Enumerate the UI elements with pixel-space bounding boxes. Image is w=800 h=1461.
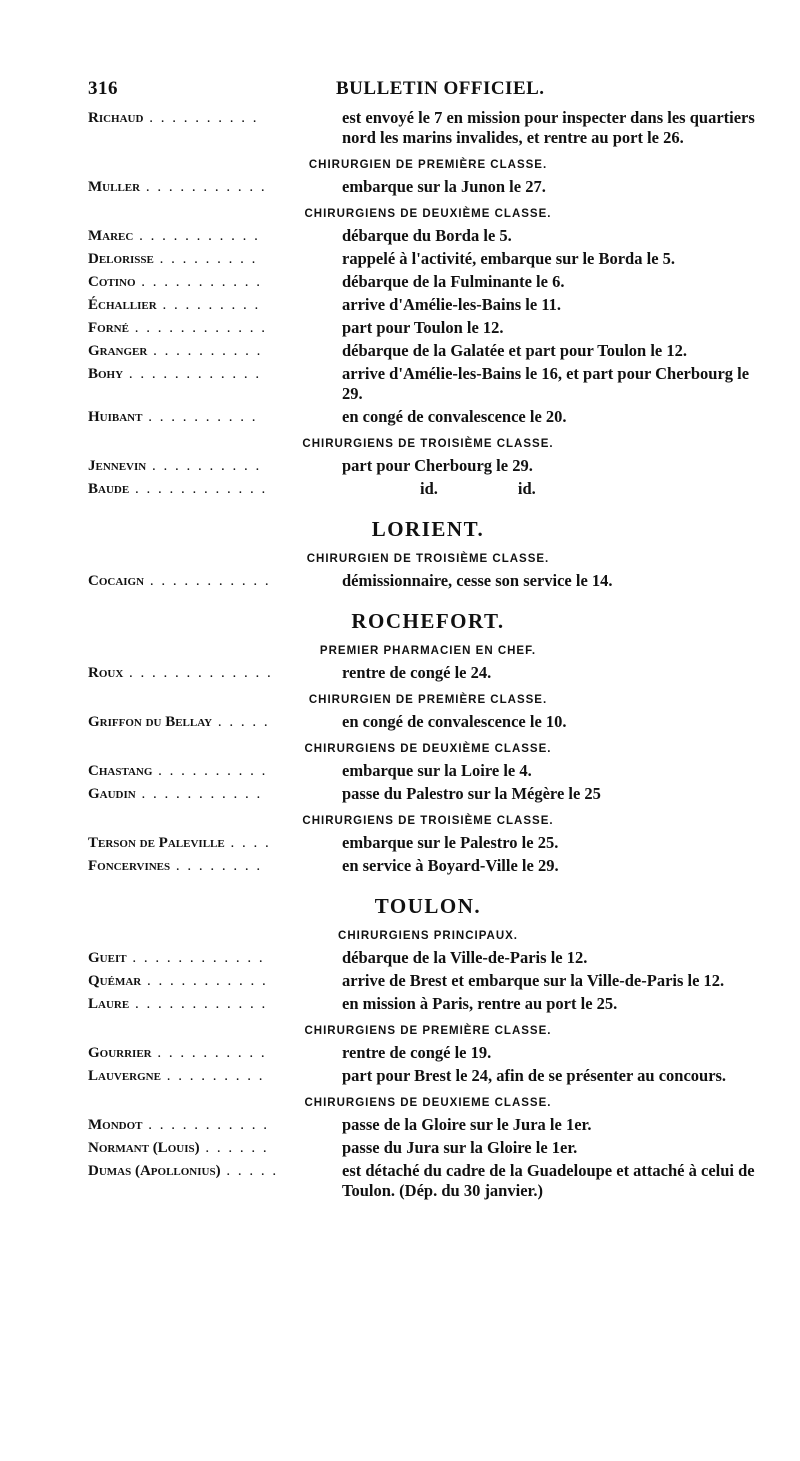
ditto-mark: id. [420,479,438,498]
entry-chastang: Chastang . . . . . . . . . . embarque sur la Loire le 4. [88,761,768,781]
entry-detail: en congé de convalescence le 10. [342,712,567,731]
entry-name: Granger [88,343,148,359]
entry-name: Normant (Louis) [88,1140,200,1156]
entry-bohy: Bohy . . . . . . . . . . . . arrive d'Amélie-les-Bains le 16, et part pour Cherbourg le 29. [88,364,768,404]
document-page [88,74,768,1204]
entry-detail: part pour Toulon le 12. [342,318,504,337]
entry-griffon-du-bellay: Griffon du Bellay . . . . . en congé de convalescence le 10. [88,712,768,732]
entry-detail: arrive de Brest et embarque sur la Ville-de-Paris le 12. [342,971,725,990]
entry-detail: rentre de congé le 24. [342,663,492,682]
rank-heading: CHIRURGIENS DE DEUXIÈME CLASSE. [304,743,552,755]
entry-name: Bohy [88,366,124,382]
entry-name: Cocaign [88,573,145,589]
entry-name: Forné [88,320,129,336]
entry-detail: débarque de la Ville-de-Paris le 12. [342,948,588,967]
entry-name: Baude [88,481,130,497]
entry-detail: arrive d'Amélie-les-Bains le 16, et part pour Cherbourg le 29. [342,364,750,403]
entry-gueit: Gueit . . . . . . . . . . . . débarque de la Ville-de-Paris le 12. [88,948,768,968]
entry-laure: Laure . . . . . . . . . . . . en mission à Paris, rentre au port le 25. [88,994,768,1014]
entry-cocaign: Cocaign . . . . . . . . . . . démissionnaire, cesse son service le 14. [88,571,768,591]
entry-name: Dumas (Apollonius) [88,1163,221,1179]
entry-name: Gaudin [88,786,136,802]
entry-name: Gueit [88,950,127,966]
entry-name: Delorisse [88,251,154,267]
entry-name: Roux [88,665,124,681]
rank-heading: CHIRURGIENS DE PREMIÈRE CLASSE. [304,1025,552,1037]
entry-cotino: Cotino . . . . . . . . . . . débarque de la Fulminante le 6. [88,272,768,292]
entry-detail: est détaché du cadre de la Guadeloupe et attaché à celui de Toulon. (Dép. du 30 janvier.) [342,1161,755,1200]
rank-heading: CHIRURGIEN DE TROISIÈME CLASSE. [306,553,550,565]
entry-muller: Muller . . . . . . . . . . . embarque sur la Junon le 27. [88,177,768,197]
entry-gaudin: Gaudin . . . . . . . . . . . passe du Palestro sur la Mégère le 25 [88,784,768,804]
entry-name: Cotino [88,274,136,290]
entry-name: Quémar [88,973,142,989]
rank-heading: CHIRURGIENS PRINCIPAUX. [338,930,518,942]
rank-heading: CHIRURGIENS DE DEUXIÈME CLASSE. [304,208,552,220]
entry-detail: embarque sur le Palestro le 25. [342,833,559,852]
entry-name: Marec [88,228,134,244]
entry-detail: débarque de la Galatée et part pour Toulon le 12. [342,341,688,360]
entry-echallier: Échallier . . . . . . . . . arrive d'Amélie-les-Bains le 11. [88,295,768,315]
rank-heading: CHIRURGIENS DE TROISIÈME CLASSE. [302,438,554,450]
entry-detail: en mission à Paris, rentre au port le 25. [342,994,618,1013]
entry-foncervines: Foncervines . . . . . . . . en service à Boyard-Ville le 29. [88,856,768,876]
entry-normant: Normant (Louis) . . . . . . passe du Jura sur la Gloire le 1er. [88,1138,768,1158]
entry-name: Richaud [88,110,144,126]
entry-name: Gourrier [88,1045,152,1061]
page-header [88,74,768,108]
entry-huibant: Huibant . . . . . . . . . . en congé de convalescence le 20. [88,407,768,427]
rank-heading: CHIRURGIEN DE PREMIÈRE CLASSE. [308,694,548,706]
entry-detail: démissionnaire, cesse son service le 14. [342,571,613,590]
entry-detail: débarque de la Fulminante le 6. [342,272,565,291]
entry-detail: arrive d'Amélie-les-Bains le 11. [342,295,562,314]
entry-name: Lauvergne [88,1068,161,1084]
entry-quemar: Quémar . . . . . . . . . . . arrive de Brest et embarque sur la Ville-de-Paris le 12. [88,971,768,991]
rank-heading: CHIRURGIENS DE TROISIÈME CLASSE. [302,815,554,827]
entry-detail: en service à Boyard-Ville le 29. [342,856,559,875]
entry-baude: Baude . . . . . . . . . . . . id. id. [88,479,536,498]
entry-roux: Roux . . . . . . . . . . . . . rentre de congé le 24. [88,663,768,683]
rank-heading: PREMIER PHARMACIEN EN CHEF. [319,645,537,657]
entry-granger: Granger . . . . . . . . . . débarque de la Galatée et part pour Toulon le 12. [88,341,768,361]
entry-detail: part pour Cherbourg le 29. [342,456,533,475]
entry-forne: Forné . . . . . . . . . . . . part pour Toulon le 12. [88,318,768,338]
port-heading-rochefort: ROCHEFORT. [351,609,505,633]
entry-delorisse: Delorisse . . . . . . . . . rappelé à l'activité, embarque sur le Borda le 5. [88,249,768,269]
entry-detail: en congé de convalescence le 20. [342,407,567,426]
entry-name: Foncervines [88,858,171,874]
entry-detail: rentre de congé le 19. [342,1043,492,1062]
entry-detail: rappelé à l'activité, embarque sur le Borda le 5. [342,249,676,268]
port-heading-toulon: TOULON. [374,894,482,918]
entry-terson-de-paleville: Terson de Paleville . . . . embarque sur le Palestro le 25. [88,833,768,853]
entry-marec: Marec . . . . . . . . . . . débarque du Borda le 5. [88,226,768,246]
entry-detail: débarque du Borda le 5. [342,226,512,245]
running-title: BULLETIN OFFICIEL. [336,78,545,99]
entry-name: Chastang [88,763,153,779]
entry-detail: embarque sur la Loire le 4. [342,761,532,780]
entry-mondot: Mondot . . . . . . . . . . . passe de la Gloire sur le Jura le 1er. [88,1115,768,1135]
ditto-mark: id. [517,479,536,498]
entry-name: Laure [88,996,130,1012]
entry-richaud: Richaud . . . . . . . . . . est envoyé le 7 en mission pour inspecter dans les quartiers nord les marins invalides, et rentre au port le 26. [88,108,768,148]
entry-detail: passe du Jura sur la Gloire le 1er. [342,1138,578,1157]
port-heading-lorient: LORIENT. [371,517,485,541]
entry-lauvergne: Lauvergne . . . . . . . . . part pour Brest le 24, afin de se présenter au concours. [88,1066,768,1086]
entry-name: Griffon du Bellay [88,714,213,730]
rank-heading: CHIRURGIEN DE PREMIÈRE CLASSE. [308,159,548,171]
entry-detail: passe du Palestro sur la Mégère le 25 [342,784,601,803]
entry-name: Échallier [88,297,157,313]
entry-name: Terson de Paleville [88,835,225,851]
entry-detail: part pour Brest le 24, afin de se présenter au concours. [342,1066,727,1085]
entry-jennevin: Jennevin . . . . . . . . . . part pour Cherbourg le 29. [88,456,768,476]
entry-gourrier: Gourrier . . . . . . . . . . rentre de congé le 19. [88,1043,768,1063]
entry-detail: est envoyé le 7 en mission pour inspecter dans les quartiers nord les marins invalides, et rentre au port le 26. [342,108,755,147]
rank-heading: CHIRURGIENS DE DEUXIEME CLASSE. [304,1097,552,1109]
entry-name: Mondot [88,1117,143,1133]
page-number: 316 [88,78,118,99]
entry-name: Huibant [88,409,143,425]
entry-name: Muller [88,179,141,195]
entry-dumas: Dumas (Apollonius) . . . . . est détaché du cadre de la Guadeloupe et attaché à celui de Toulon. (Dép. du 30 janvier.) [88,1161,768,1201]
entry-detail: embarque sur la Junon le 27. [342,177,546,196]
entry-detail: passe de la Gloire sur le Jura le 1er. [342,1115,592,1134]
entry-name: Jennevin [88,458,147,474]
